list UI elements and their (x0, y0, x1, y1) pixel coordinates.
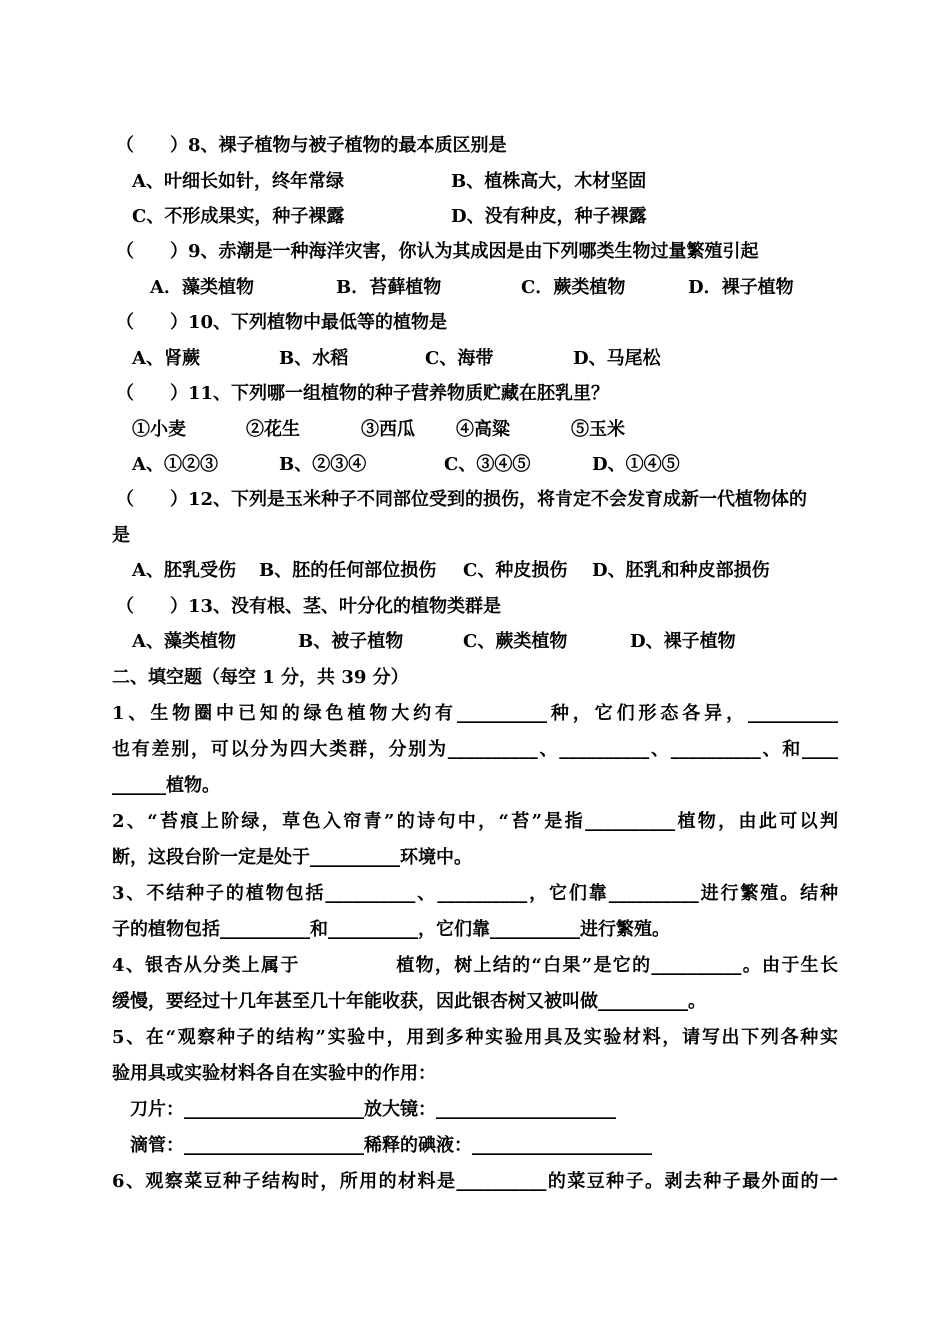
question-13-option-b: B、被子植物 (298, 631, 404, 652)
question-9-option-d: D．裸子植物 (688, 277, 794, 298)
fill-question-4-line-2: 缓慢，要经过十几年甚至几十年能收获，因此银杏树又被叫做__________。 (112, 991, 706, 1012)
fill-question-1-line-1: 1、生物圈中已知的绿色植物大约有__________种，它们形态各异，__________ (112, 703, 838, 724)
question-12-option-c: C、种皮损伤 (463, 560, 568, 581)
section-2-title: 二、填空题（每空 1 分，共 39 分） (112, 667, 409, 688)
question-11-option-c: C、③④⑤ (444, 454, 531, 475)
fill-question-3-line-1: 3、不结种子的植物包括__________、__________，它们靠__________进行繁殖。结种 (112, 883, 838, 904)
fill-question-6-line-1: 6、观察菜豆种子结构时，所用的材料是__________的菜豆种子。剥去种子最外面的一 (112, 1171, 838, 1192)
question-11-option-a: A、①②③ (132, 454, 218, 475)
question-12-option-a: A、胚乳受伤 (132, 560, 236, 581)
fill-question-1-line-2: 也有差别，可以分为四大类群，分别为__________、__________、__________、和____ (112, 739, 838, 760)
question-12-option-d: D、胚乳和种皮部损伤 (592, 560, 770, 581)
question-11-option-d: D、①④⑤ (592, 454, 680, 475)
question-8-option-d: D、没有种皮，种子裸露 (451, 206, 647, 227)
fill-question-5-line-1: 5、在“观察种子的结构”实验中，用到多种实验用具及实验材料，请写出下列各种实 (112, 1027, 838, 1048)
fill-question-5-dropper-iodine: 滴管：____________________稀释的碘液：____________________ (112, 1135, 652, 1156)
fill-question-5-line-2: 验用具或实验材料各自在实验中的作用： (112, 1063, 436, 1084)
fill-question-2-line-1: 2、“苔痕上阶绿，草色入帘青”的诗句中，“苔”是指__________植物，由此可以判 (112, 811, 838, 832)
question-9-option-c: C．蕨类植物 (521, 277, 626, 298)
fill-question-1-line-3: ______植物。 (112, 775, 220, 796)
question-10-option-c: C、海带 (425, 348, 494, 369)
question-8-stem: （ ）8、裸子植物与被子植物的最本质区别是 (116, 135, 507, 156)
question-8-option-a: A、叶细长如针，终年常绿 (132, 171, 344, 192)
question-10-option-b: B、水稻 (279, 348, 349, 369)
question-13-option-d: D、裸子植物 (630, 631, 736, 652)
question-11-item-2: ②花生 (246, 419, 300, 440)
question-11-item-1: ①小麦 (132, 419, 186, 440)
question-13-option-c: C、蕨类植物 (463, 631, 568, 652)
question-12-stem: （ ）12、下列是玉米种子不同部位受到的损伤，将肯定不会发育成新一代植物体的 (116, 489, 808, 510)
fill-question-3-line-2: 子的植物包括__________和__________，它们靠__________进行繁殖。 (112, 919, 670, 940)
question-12-stem-continued: 是 (112, 525, 130, 546)
question-12-option-b: B、胚的任何部位损伤 (259, 560, 437, 581)
question-8-option-c: C、不形成果实，种子裸露 (132, 206, 345, 227)
question-11-item-4: ④高粱 (456, 419, 510, 440)
question-11-stem: （ ）11、下列哪一组植物的种子营养物质贮藏在胚乳里？ (116, 383, 610, 404)
question-13-stem: （ ）13、没有根、茎、叶分化的植物类群是 (116, 596, 502, 617)
fill-question-2-line-2: 断，这段台阶一定是处于__________环境中。 (112, 847, 472, 868)
question-10-option-d: D、马尾松 (573, 348, 661, 369)
question-10-option-a: A、肾蕨 (132, 348, 200, 369)
question-13-option-a: A、藻类植物 (132, 631, 236, 652)
question-11-item-5: ⑤玉米 (571, 419, 625, 440)
question-11-item-3: ③西瓜 (361, 419, 415, 440)
fill-question-5-knife-magnifier: 刀片：____________________放大镜：____________________ (112, 1099, 616, 1120)
question-9-stem: （ ）9、赤潮是一种海洋灾害，你认为其成因是由下列哪类生物过量繁殖引起 (116, 241, 759, 262)
fill-question-4-line-1: 4、银杏从分类上属于 植物，树上结的“白果”是它的__________。由于生长 (112, 955, 838, 976)
question-9-option-b: B．苔藓植物 (336, 277, 442, 298)
question-9-option-a: A．藻类植物 (150, 277, 254, 298)
question-8-option-b: B、植株高大，木材坚固 (451, 171, 647, 192)
question-10-stem: （ ）10、下列植物中最低等的植物是 (116, 312, 448, 333)
question-11-option-b: B、②③④ (279, 454, 367, 475)
